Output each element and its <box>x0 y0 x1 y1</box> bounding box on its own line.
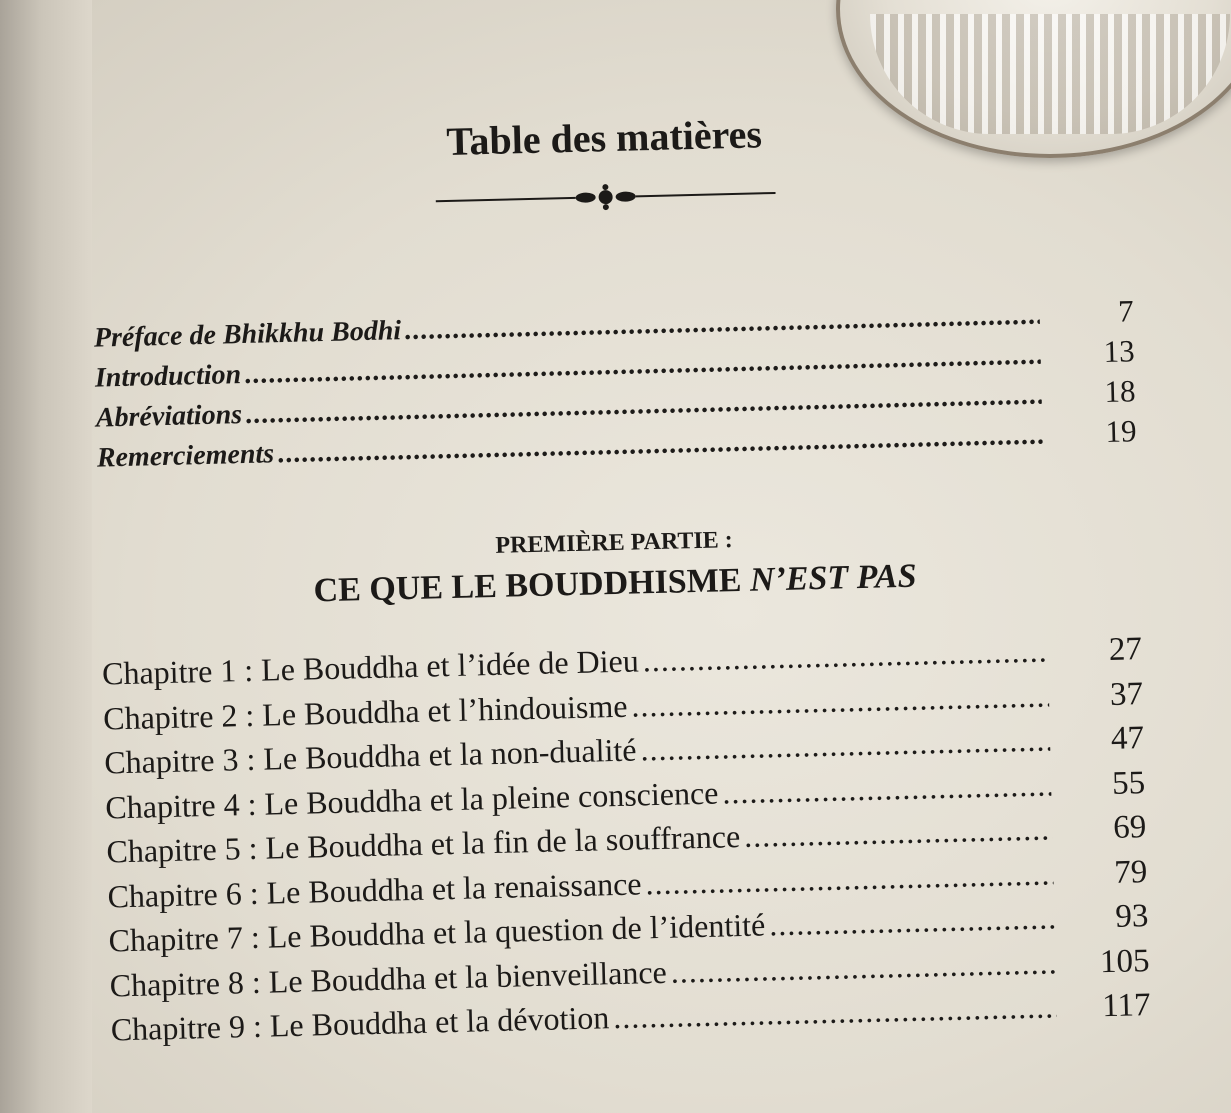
entry-page: 27 <box>1108 631 1143 668</box>
entry-page: 37 <box>1109 675 1144 713</box>
entry-page: 117 <box>1101 987 1151 1025</box>
dot-leader <box>744 807 1053 858</box>
entry-label: Chapitre 9 : Le Bouddha et la dévotion <box>110 999 610 1048</box>
front-matter-list <box>93 292 1137 477</box>
entry-page: 19 <box>1105 413 1137 449</box>
entry-label: Introduction <box>94 359 242 394</box>
dot-leader <box>769 896 1055 946</box>
toc-content <box>48 87 1181 1074</box>
entry-page: 79 <box>1113 853 1148 891</box>
entry-page: 55 <box>1111 764 1146 802</box>
entry-label: Abréviations <box>95 399 243 434</box>
entry-label: Chapitre 1 : Le Bouddha et l’idée de Dieu <box>101 642 640 692</box>
entry-page: 47 <box>1110 720 1145 757</box>
entry-label: Chapitre 5 : Le Bouddha et la fin de la souffrance <box>106 818 741 870</box>
page-title: Table des matières <box>445 111 763 164</box>
entry-page: 93 <box>1114 898 1149 935</box>
entry-label: Préface de Bhikkhu Bodhi <box>93 315 402 354</box>
entry-label: Chapitre 8 : Le Bouddha et la bienveillance <box>109 953 668 1003</box>
entry-label: Chapitre 3 : Le Bouddha et la non-dualité <box>103 731 637 781</box>
entry-page: 69 <box>1112 809 1147 846</box>
entry-page: 105 <box>1099 942 1150 980</box>
entry-label: Chapitre 7 : Le Bouddha et la question de l’identité <box>108 906 766 959</box>
entry-page: 13 <box>1103 333 1135 369</box>
entry-label: Chapitre 4 : Le Bouddha et la pleine conscience <box>104 774 719 826</box>
part-title-plain: CE QUE LE BOUDDHISME <box>313 561 751 610</box>
part-label: PREMIÈRE PARTIE : <box>495 527 734 559</box>
entry-label: Chapitre 6 : Le Bouddha et la renaissance <box>107 864 642 914</box>
part-title-italic: N’EST PAS <box>749 557 917 599</box>
chapter-list <box>102 627 1151 1053</box>
entry-label: Remerciements <box>96 438 275 474</box>
entry-page: 7 <box>1117 293 1135 329</box>
ornament-divider <box>435 178 776 216</box>
entry-label: Chapitre 2 : Le Bouddha et l’hindouisme <box>102 687 628 737</box>
dot-leader <box>722 763 1052 815</box>
entry-page: 18 <box>1104 373 1136 409</box>
